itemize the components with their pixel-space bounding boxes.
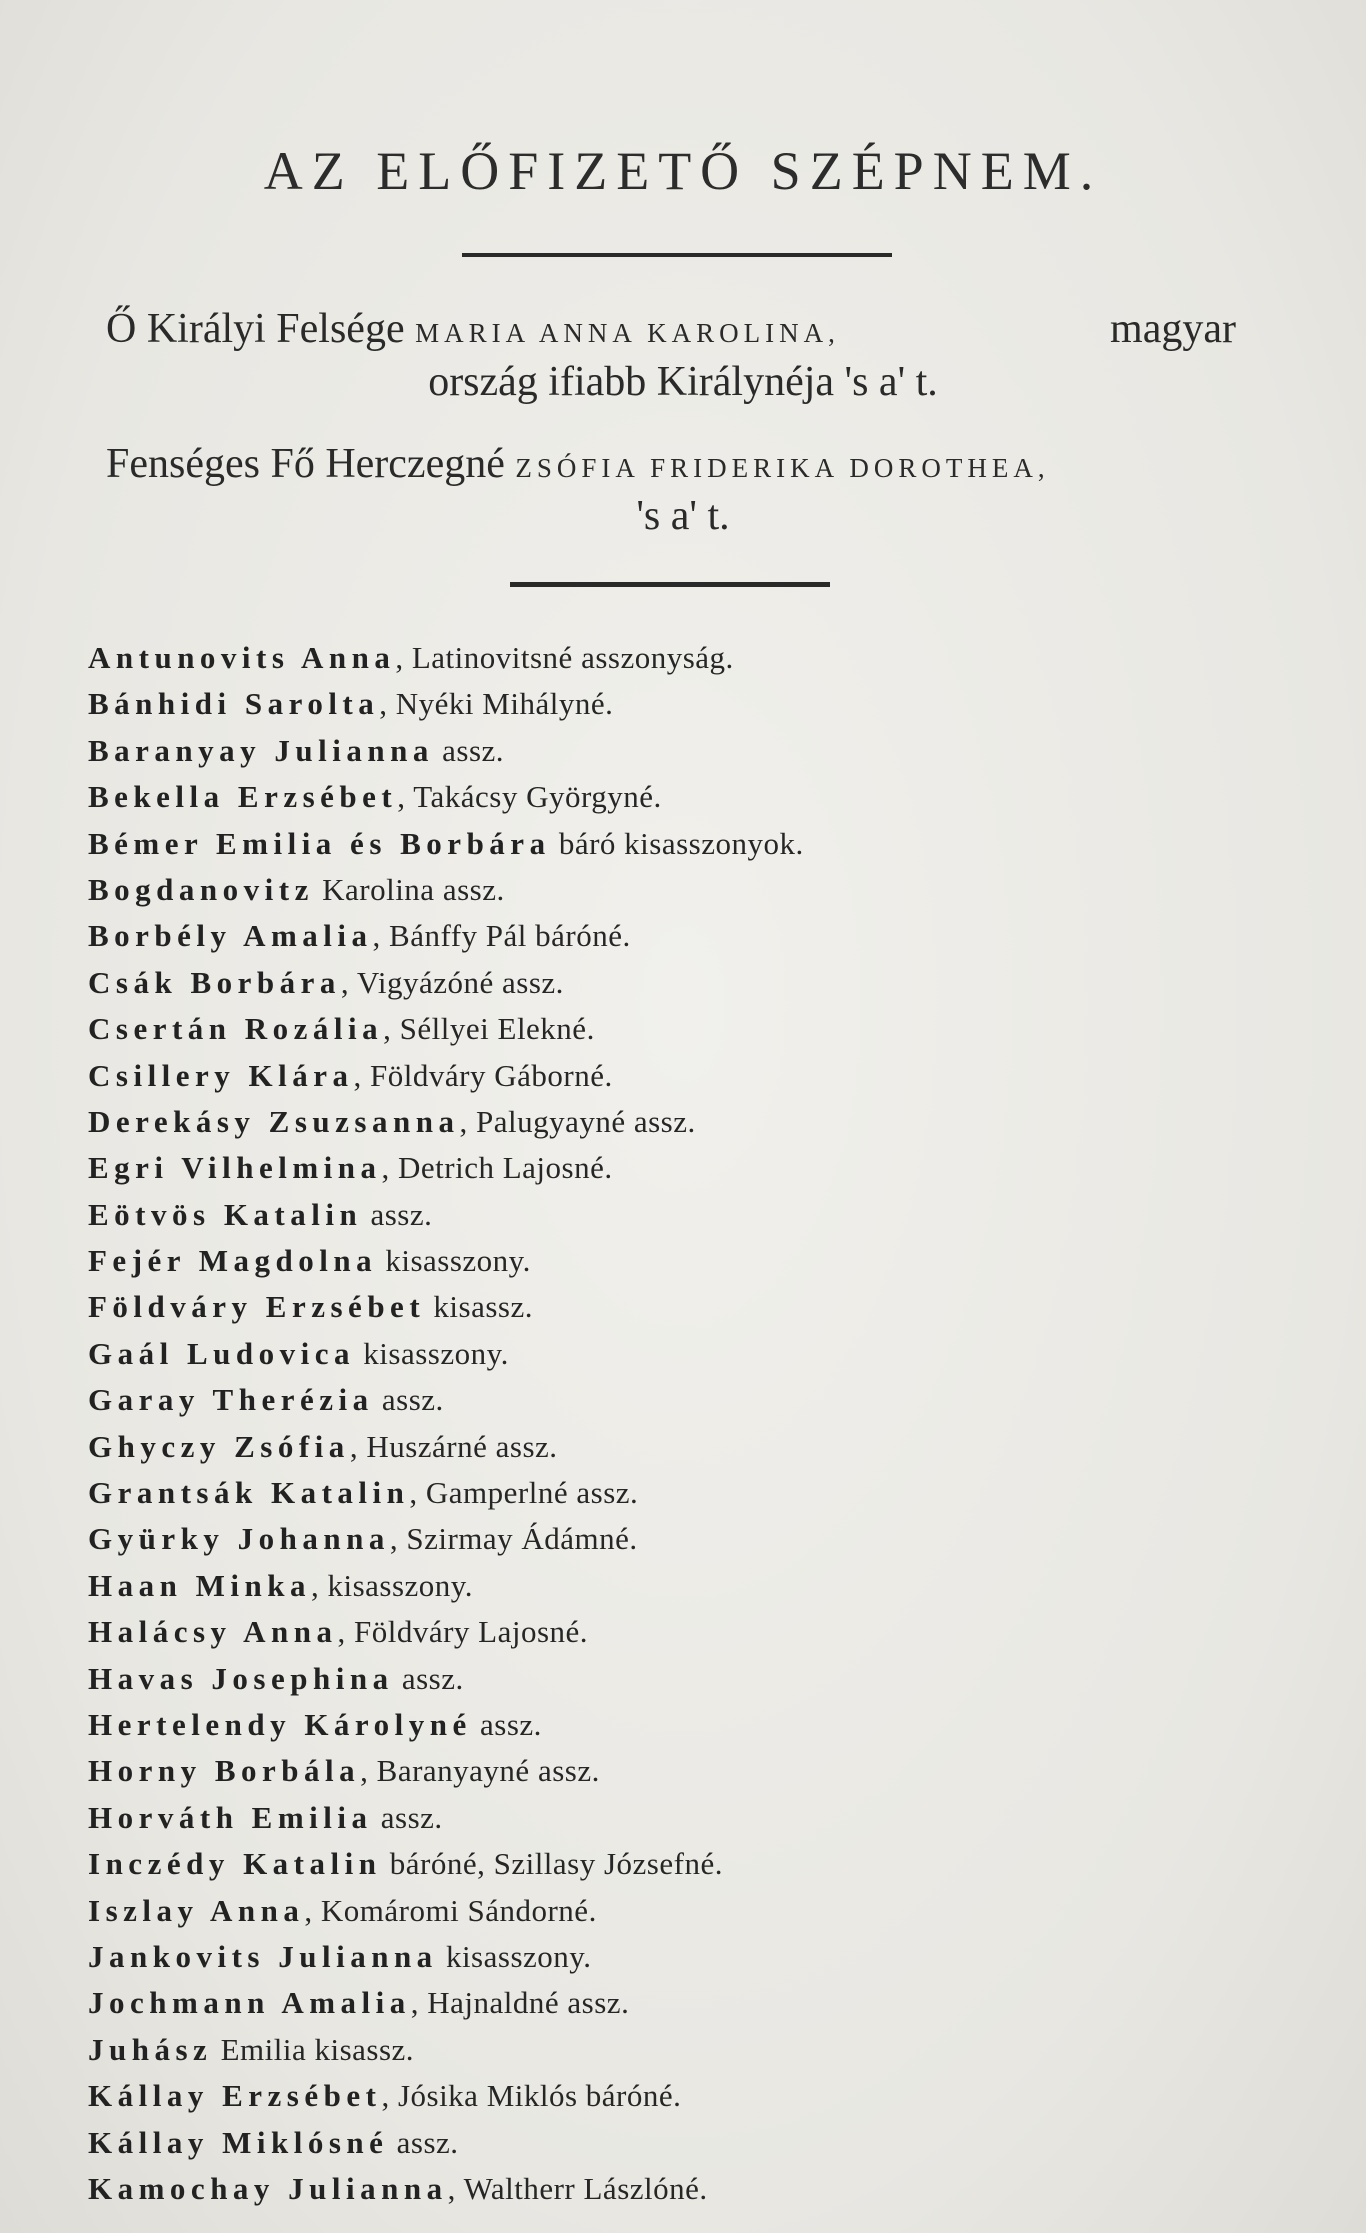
subscriber-detail: , Földváry Lajosné.	[337, 1614, 589, 1650]
subscriber-entry	[88, 1424, 1288, 1470]
subscriber-detail: , kisasszony.	[310, 1567, 474, 1603]
subscriber-name: Jochmann Amalia	[88, 1985, 411, 2021]
royal-entry-1-line-1	[106, 305, 1236, 353]
subscriber-detail: , Waltherr Lászlóné.	[447, 2170, 708, 2206]
subscriber-entry	[88, 1563, 1288, 1609]
subscriber-entry	[88, 1841, 1288, 1887]
subscriber-name: Kállay Miklósné	[88, 2124, 389, 2160]
subscriber-entry	[88, 913, 1288, 959]
subscriber-detail: assz.	[362, 1196, 433, 1232]
subscriber-name: Csák Borbára	[88, 964, 341, 1000]
subscriber-detail: , Latinovitsné asszonyság.	[395, 640, 734, 675]
subscriber-detail: , Nyéki Mihályné.	[379, 686, 614, 722]
subscriber-name: Bekella Erzsébet	[88, 779, 398, 815]
subscriber-name: Kállay Erzsébet	[88, 2078, 382, 2114]
subscriber-name: Egri Vilhelmina	[88, 1150, 382, 1186]
royal-entry-2-lead: Fenséges Fő Herczegné	[106, 441, 505, 487]
subscriber-name: Derekásy Zsuzsanna	[88, 1103, 460, 1139]
subscriber-detail: kisasszony.	[355, 1335, 509, 1371]
subscriber-name: Eötvös Katalin	[88, 1196, 363, 1232]
royal-entry-1-lead: Ő Királyi Felsége	[106, 306, 405, 352]
subscriber-entry	[88, 867, 1288, 913]
subscriber-name: Garay Therézia	[88, 1382, 374, 1418]
subscriber-name: Csillery Klára	[88, 1057, 354, 1093]
subscriber-name: Bogdanovitz	[88, 871, 314, 907]
subscriber-entry	[88, 960, 1288, 1006]
subscriber-name: Hertelendy Károlyné	[88, 1706, 472, 1742]
subscriber-entry	[88, 1377, 1288, 1423]
subscriber-name: Antunovits Anna	[88, 640, 396, 675]
subscriber-name: Horny Borbála	[88, 1753, 361, 1789]
title-divider	[462, 253, 892, 257]
subscriber-detail: , Huszárné assz.	[349, 1428, 558, 1464]
royal-entry-1-line-2: ország ifiabb Királynéja 's a' t.	[428, 359, 938, 405]
subscriber-detail: assz.	[471, 1706, 542, 1742]
subscriber-detail: , Baranyayné assz.	[360, 1753, 600, 1789]
subscriber-detail: assz.	[373, 1382, 444, 1418]
subscriber-name: Jankovits Julianna	[88, 1938, 438, 1974]
subscriber-entry	[88, 1006, 1288, 1052]
subscriber-entry	[88, 1795, 1288, 1841]
subscriber-name: Grantsák Katalin	[88, 1475, 410, 1511]
subscriber-detail: kisassz.	[425, 1289, 533, 1325]
subscriber-entry	[88, 635, 1288, 681]
subscriber-detail: báró kisasszonyok.	[550, 825, 804, 861]
subscriber-list	[88, 635, 1288, 2212]
subscriber-detail: , Gamperlné assz.	[409, 1475, 639, 1511]
subscriber-detail: kisasszony.	[437, 1938, 592, 1974]
subscriber-name: Iszlay Anna	[88, 1892, 305, 1928]
subscriber-detail: kisasszony.	[377, 1243, 531, 1279]
subscriber-detail: , Palugyayné assz.	[459, 1103, 696, 1139]
subscriber-entry	[88, 1145, 1288, 1191]
subscriber-name: Halácsy Anna	[88, 1614, 338, 1650]
subscriber-detail: Karolina assz.	[313, 871, 505, 907]
subscriber-entry	[88, 1656, 1288, 1702]
subscriber-entry	[88, 2073, 1288, 2119]
subscriber-entry	[88, 1284, 1288, 1330]
subscriber-entry	[88, 1888, 1288, 1934]
subscriber-name: Gaál Ludovica	[88, 1335, 356, 1371]
subscriber-detail: Emilia kisassz.	[212, 2031, 415, 2067]
subscriber-entry	[88, 1470, 1288, 1516]
subscriber-name: Haan Minka	[88, 1567, 311, 1603]
subscriber-name: Havas Josephina	[88, 1660, 394, 1696]
subscriber-entry	[88, 1099, 1288, 1145]
subscriber-entry	[88, 2027, 1288, 2073]
subscriber-entry	[88, 728, 1288, 774]
subscriber-detail: , Detrich Lajosné.	[381, 1150, 613, 1186]
subscriber-entry	[88, 1192, 1288, 1238]
subscriber-entry	[88, 2166, 1288, 2212]
subscriber-name: Bémer Emilia és Borbára	[88, 825, 551, 861]
subscriber-detail: assz.	[393, 1660, 464, 1696]
subscriber-name: Csertán Rozália	[88, 1011, 384, 1047]
subscriber-name: Baranyay Julianna	[88, 732, 434, 768]
subscriber-name: Inczédy Katalin	[88, 1846, 382, 1882]
subscriber-entry	[88, 821, 1288, 867]
subscriber-name: Borbély Amalia	[88, 918, 373, 954]
subscriber-entry	[88, 774, 1288, 820]
royal-entry-2-name: ZSÓFIA FRIDERIKA DOROTHEA,	[515, 453, 1050, 483]
subscriber-detail: assz.	[372, 1799, 443, 1835]
subscriber-entry	[88, 1516, 1288, 1562]
subscriber-name: Ghyczy Zsófia	[88, 1428, 350, 1464]
subscriber-entry	[88, 1702, 1288, 1748]
page-title: AZ ELŐFIZETŐ SZÉPNEM.	[263, 141, 1103, 201]
subscriber-name: Földváry Erzsébet	[88, 1289, 426, 1325]
subscriber-entry	[88, 2120, 1288, 2166]
subscriber-entry	[88, 1980, 1288, 2026]
subscriber-entry	[88, 1331, 1288, 1377]
subscriber-entry	[88, 1053, 1288, 1099]
subscriber-detail: , Takácsy Györgyné.	[397, 779, 662, 815]
subscriber-detail: assz.	[433, 732, 505, 768]
royal-entry-1-name: MARIA ANNA KAROLINA,	[415, 318, 840, 348]
subscriber-detail: assz.	[388, 2124, 459, 2160]
subscriber-detail: , Bánffy Pál báróné.	[372, 918, 631, 954]
subscriber-entry	[88, 1609, 1288, 1655]
subscriber-name: Juhász	[88, 2031, 213, 2067]
subscriber-entry	[88, 1238, 1288, 1284]
royal-entry-2-line-1	[106, 440, 1236, 488]
subscriber-detail: , Vigyázóné assz.	[340, 964, 564, 1000]
subscriber-entry	[88, 681, 1288, 727]
subscriber-entry	[88, 1934, 1288, 1980]
subscriber-detail: báróné, Szillasy Józsefné.	[381, 1846, 723, 1882]
section-divider	[510, 582, 830, 587]
subscriber-name: Kamochay Julianna	[88, 2170, 448, 2206]
royal-entry-2-line-2: 's a' t.	[636, 493, 730, 539]
subscriber-name: Gyürky Johanna	[88, 1521, 390, 1557]
subscriber-detail: , Földváry Gáborné.	[353, 1057, 613, 1093]
subscriber-detail: , Szirmay Ádámné.	[389, 1521, 638, 1557]
subscriber-detail: , Hajnaldné assz.	[410, 1985, 630, 2021]
subscriber-entry	[88, 1748, 1288, 1794]
subscriber-detail: , Komáromi Sándorné.	[304, 1892, 597, 1928]
subscriber-detail: , Jósika Miklós báróné.	[381, 2078, 682, 2114]
subscriber-detail: , Séllyei Elekné.	[383, 1011, 595, 1047]
subscriber-name: Fejér Magdolna	[88, 1243, 378, 1279]
royal-entry-1-tail: magyar	[1110, 306, 1236, 352]
subscriber-name: Bánhidi Sarolta	[88, 686, 380, 722]
subscriber-name: Horváth Emilia	[88, 1799, 373, 1835]
